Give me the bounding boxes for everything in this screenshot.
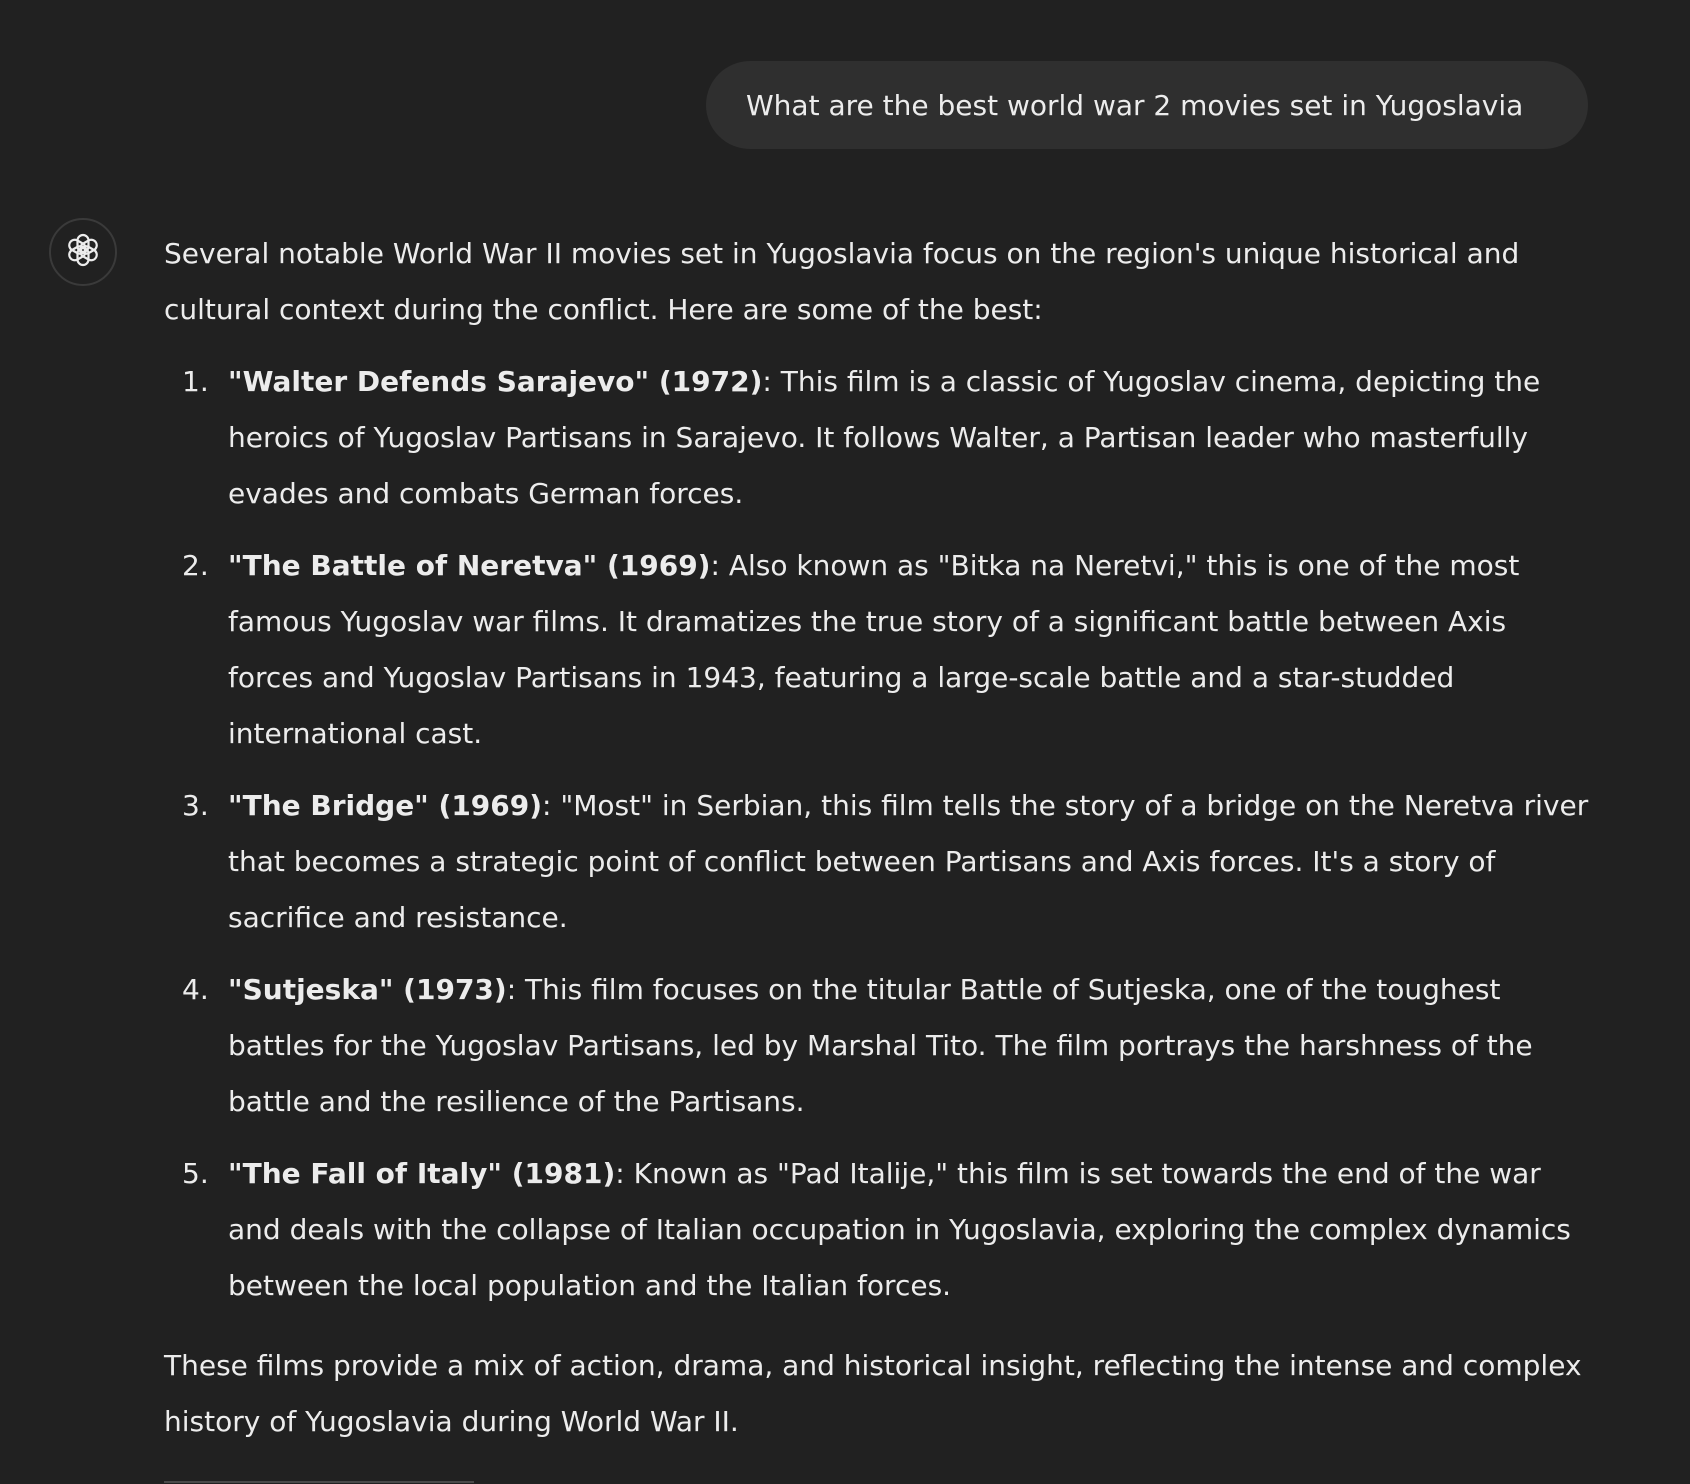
list-item: [164, 962, 1594, 1130]
list-item: [164, 1146, 1594, 1314]
list-item: [164, 354, 1594, 522]
movie-description: : This film is a classic of Yugoslav cinema, depicting the heroics of Yugoslav Partisans in Sarajevo. It follows Walter, a Partisan leader who masterfully evades and combats German forces.: [228, 365, 1541, 510]
movie-title: "The Fall of Italy" (1981): [228, 1157, 616, 1190]
list-item-number: 3.: [182, 789, 209, 822]
list-item-number: 4.: [182, 973, 209, 1006]
assistant-message: [164, 226, 1594, 1450]
assistant-intro: Several notable World War II movies set in Yugoslavia focus on the region's unique historical and cultural context during the conflict. Here are some of the best:: [164, 237, 1520, 326]
list-item: [164, 538, 1594, 762]
list-item-number: 5.: [182, 1157, 209, 1190]
movie-description: : Known as "Pad Italije," this film is set towards the end of the war and deals with the collapse of Italian occupation in Yugoslavia, exploring the complex dynamics between the local population and the Italian forces.: [228, 1157, 1571, 1302]
list-item-number: 1.: [182, 365, 209, 398]
movie-description: : This film focuses on the titular Battle of Sutjeska, one of the toughest battles for the Yugoslav Partisans, led by Marshal Tito. The film portrays the harshness of the battle and the resilience of the Partisans.: [228, 973, 1533, 1118]
divider: [164, 1481, 474, 1483]
user-message-text: What are the best world war 2 movies set in Yugoslavia: [746, 88, 1524, 122]
movie-title: "The Battle of Neretva" (1969): [228, 549, 711, 582]
movie-title: "Sutjeska" (1973): [228, 973, 507, 1006]
assistant-closing: These films provide a mix of action, drama, and historical insight, reflecting the intense and complex history of Yugoslavia during World War II.: [164, 1349, 1582, 1438]
list-item: [164, 778, 1594, 946]
openai-logo-icon: [63, 230, 103, 274]
movie-title: "The Bridge" (1969): [228, 789, 543, 822]
movie-title: "Walter Defends Sarajevo" (1972): [228, 365, 763, 398]
assistant-avatar: [49, 218, 117, 286]
user-message-bubble: [706, 61, 1588, 149]
list-item-number: 2.: [182, 549, 209, 582]
movie-description: : "Most" in Serbian, this film tells the story of a bridge on the Neretva river that becomes a strategic point of conflict between Partisans and Axis forces. It's a story of sacrifice and resistance.: [228, 789, 1589, 934]
movie-list: [164, 354, 1594, 1314]
movie-description: : Also known as "Bitka na Neretvi," this is one of the most famous Yugoslav war films. It dramatizes the true story of a significant battle between Axis forces and Yugoslav Partisans in 1943, featuring a large-scale battle and a star-studded international cast.: [228, 549, 1520, 750]
